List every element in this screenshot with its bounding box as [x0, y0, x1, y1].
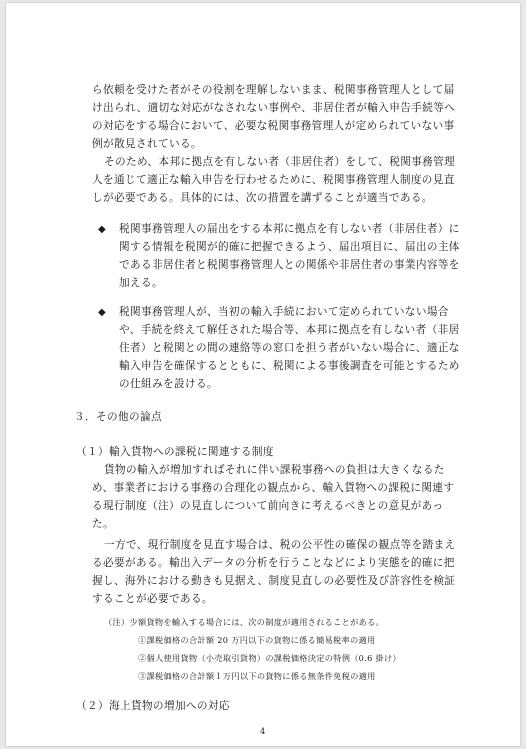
bullet-line: の仕組みを設ける。	[119, 378, 218, 390]
body-line: る必要がある。輸出入データの分析を行うことなどにより実態を的確に把	[92, 557, 455, 569]
body-line: 人を通じて適正な輸入申告を行わせるために、税関事務管理人制度の見直	[92, 174, 455, 186]
bullet-line: 加える。	[119, 277, 163, 289]
subsection-heading: （１）輸入貨物への課税に関連する制度	[76, 446, 274, 458]
document-page	[6, 3, 520, 746]
note-line: ②個人使用貨物（小売取引貨物）の課税価格決定の特例（0.6 掛け）	[138, 653, 401, 663]
body-line: 例が散見されている。	[92, 138, 202, 150]
bullet-line: や、手続を終えて解任された場合等、本邦に拠点を有しない者（非居	[119, 324, 460, 336]
body-line: 一方で、現行制度を見直す場合は、税の公平性の確保の観点等を踏まえ	[104, 539, 456, 551]
body-line: 貨物の輸入が増加すればそれに伴い課税事務への負担は大きくなるた	[104, 464, 445, 476]
body-line: る現行制度（注）の見直しについて前向きに考えるべきとの意見があっ	[92, 500, 444, 512]
body-line: の対応をする場合において、必要な税関事務管理人が定められていない事	[92, 120, 455, 132]
body-line: た。	[92, 518, 114, 530]
body-line: め、事業者における事務の合理化の観点から、輸入貨物への課税に関連す	[92, 482, 455, 494]
bullet-line: 税関事務管理人が、当初の輸入手続において定められていない場合	[119, 306, 449, 318]
body-line: しが必要である。具体的には、次の措置を講ずることが適当である。	[92, 192, 433, 204]
body-line: することが必要である。	[92, 593, 213, 605]
bullet-line: 輸入申告を確保するとともに、税関による事後調査を可能とするため	[119, 360, 460, 372]
diamond-bullet-icon: ◆	[98, 224, 106, 235]
bullet-line: 税関事務管理人の届出をする本邦に拠点を有しない者（非居住者）に	[119, 223, 460, 235]
subsection-heading: （２）海上貨物の増加への対応	[76, 700, 230, 712]
note-line: ③課税価格の合計額１万円以下の貨物に係る無条件免税の適用	[138, 671, 376, 681]
body-line: 握し、海外における動きも見据え、制度見直しの必要性及び許容性を検証	[92, 575, 456, 587]
body-line: そのため、本邦に拠点を有しない者（非居住者）をして、税関事務管理	[104, 156, 456, 168]
body-line: ら依頼を受けた者がその役割を理解しないまま、税関事務管理人として届	[92, 84, 455, 96]
bullet-line: 住者）と税関との間の連絡等の窓口を担う者がいない場合に、適正な	[119, 342, 460, 354]
page-number: 4	[260, 726, 266, 736]
section-heading: ３．その他の論点	[74, 411, 162, 423]
body-line: け出られ、適切な対応がなされない事例や、非居住者が輸入申告手続等へ	[92, 102, 456, 114]
bullet-line: 関する情報を税関が的確に把握できるよう、届出項目に、届出の主体	[119, 241, 460, 253]
bullet-line: である非居住者と税関事務管理人との関係や非居住者の事業内容等を	[119, 259, 460, 271]
diamond-bullet-icon: ◆	[98, 307, 106, 318]
note-line: （注）少額貨物を輸入する場合には、次の制度が適用されることがある。	[104, 617, 385, 627]
note-line: ①課税価格の合計額 20 万円以下の貨物に係る簡易税率の適用	[138, 635, 376, 645]
